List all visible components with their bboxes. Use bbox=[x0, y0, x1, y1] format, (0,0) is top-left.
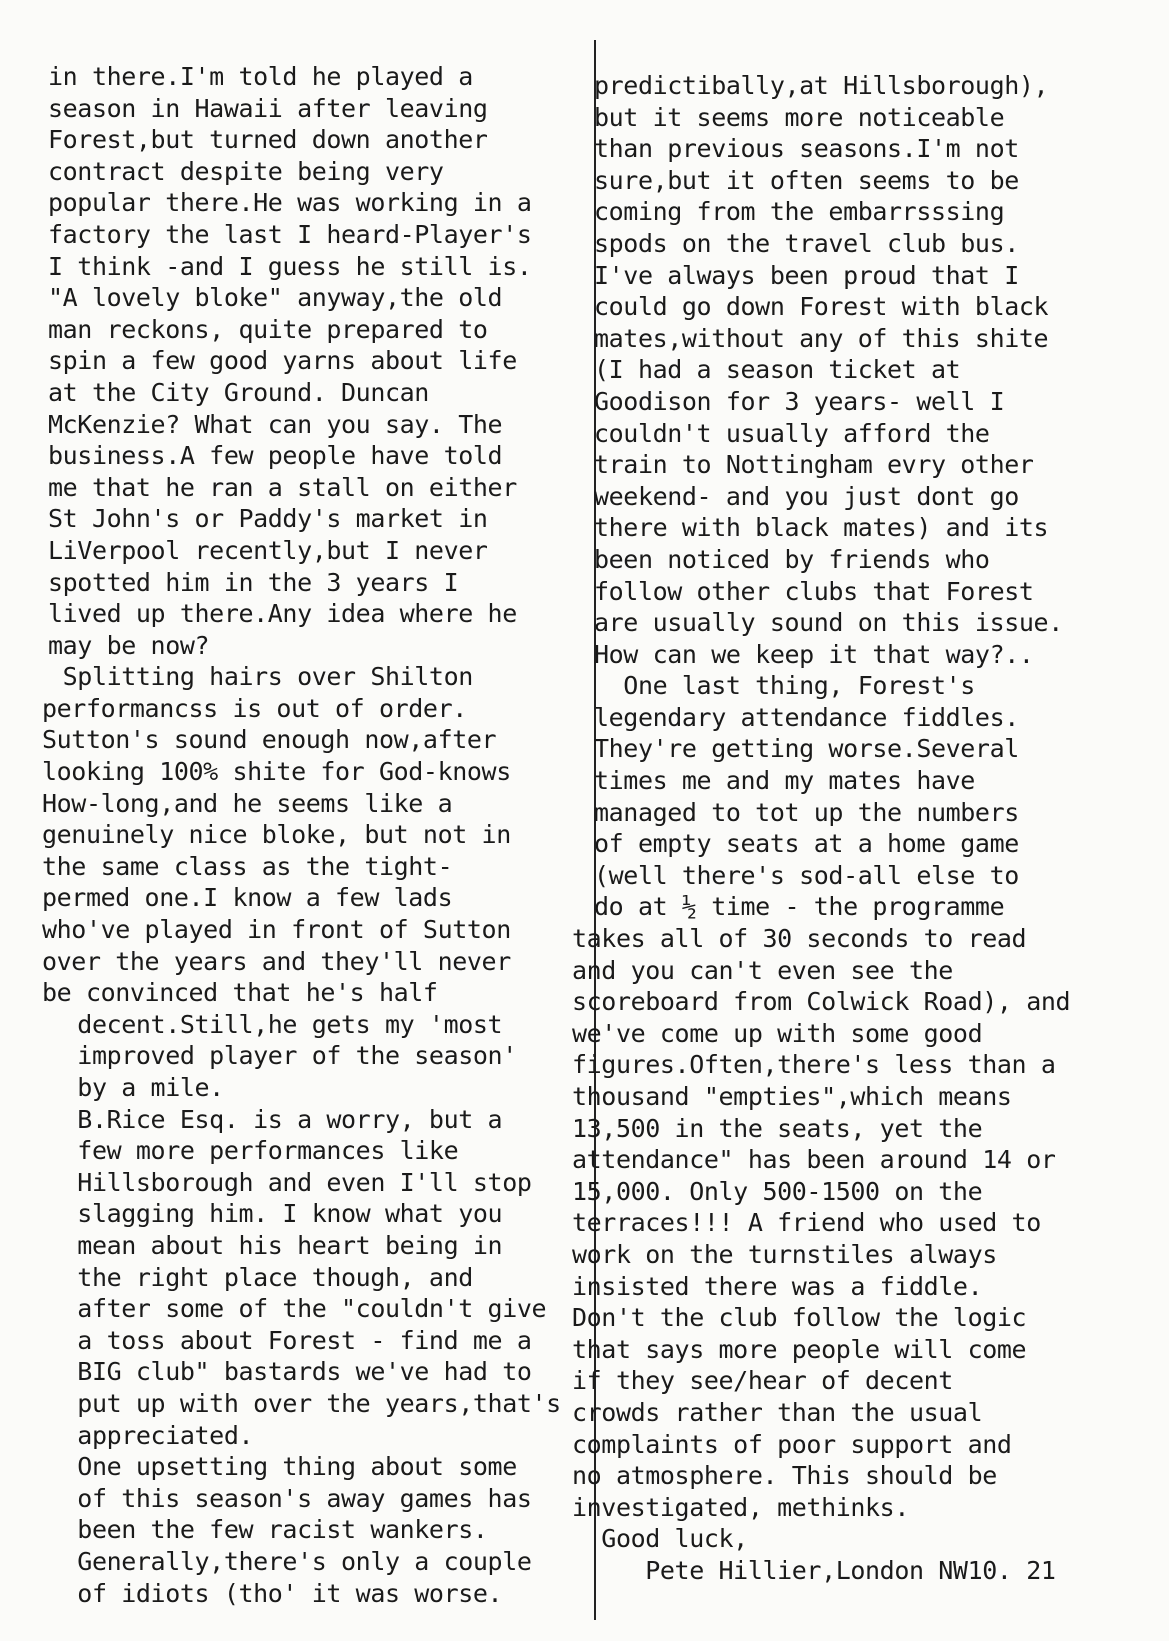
text-line: "A lovely bloke" anyway,the old bbox=[48, 283, 503, 313]
text-line: business.A few people have told bbox=[48, 441, 503, 471]
text-line: 13,500 in the seats, yet the bbox=[572, 1113, 983, 1143]
text-line: and you can't even see the bbox=[572, 955, 953, 985]
text-line: (I had a season ticket at bbox=[594, 355, 961, 385]
text-line: figures.Often,there's less than a bbox=[572, 1050, 1056, 1080]
text-line: but it seems more noticeable bbox=[594, 102, 1005, 132]
text-line: been noticed by friends who bbox=[594, 544, 990, 574]
text-line: if they see/hear of decent bbox=[572, 1366, 953, 1396]
left-column-text bbox=[42, 61, 588, 1609]
text-line: at the City Ground. Duncan bbox=[48, 377, 429, 407]
text-line: complaints of poor support and bbox=[572, 1429, 1012, 1459]
text-line: BIG club" bastards we've had to bbox=[48, 1357, 532, 1387]
text-line: of this season's away games has bbox=[48, 1483, 532, 1513]
text-line: improved player of the season' bbox=[48, 1041, 517, 1071]
text-line: Splitting hairs over Shilton bbox=[48, 662, 473, 692]
text-line: man reckons, quite prepared to bbox=[48, 314, 488, 344]
text-line: predictibally,at Hillsborough), bbox=[594, 71, 1049, 100]
text-line: sure,but it often seems to be bbox=[594, 165, 1019, 195]
text-line: slagging him. I know what you bbox=[48, 1199, 503, 1229]
text-line: no atmosphere. This should be bbox=[572, 1461, 997, 1491]
text-line: been the few racist wankers. bbox=[48, 1515, 488, 1545]
text-line: appreciated. bbox=[48, 1420, 254, 1450]
text-line: spods on the travel club bus. bbox=[594, 228, 1019, 258]
text-line: Goodison for 3 years- well I bbox=[594, 386, 1005, 416]
text-line: Sutton's sound enough now,after bbox=[42, 725, 497, 755]
text-line: They're getting worse.Several bbox=[594, 734, 1019, 764]
text-line: crowds rather than the usual bbox=[572, 1397, 983, 1427]
text-line: spotted him in the 3 years I bbox=[48, 567, 459, 597]
text-line: weekend- and you just dont go bbox=[594, 481, 1019, 511]
text-line: Forest,but turned down another bbox=[48, 125, 488, 155]
text-line: Good luck, bbox=[572, 1524, 748, 1554]
text-line: thousand "empties",which means bbox=[572, 1082, 1012, 1111]
text-line: I think -and I guess he still is. bbox=[48, 251, 532, 281]
text-line: spin a few good yarns about life bbox=[48, 346, 517, 376]
text-line: managed to tot up the numbers bbox=[594, 797, 1019, 827]
text-line: work on the turnstiles always bbox=[572, 1239, 997, 1269]
text-line: are usually sound on this issue. bbox=[594, 608, 1063, 638]
text-line: decent.Still,he gets my 'most bbox=[48, 1009, 503, 1039]
text-line: the right place though, and bbox=[48, 1262, 473, 1292]
text-line: Pete Hillier,London NW10. 21 bbox=[572, 1555, 1056, 1585]
text-line: put up with over the years,that's bbox=[48, 1388, 561, 1418]
text-line: may be now? bbox=[48, 630, 210, 660]
text-line: mean about his heart being in bbox=[48, 1230, 503, 1260]
text-line: lived up there.Any idea where he bbox=[48, 599, 517, 629]
right-column-text bbox=[572, 70, 1154, 1587]
text-line: the same class as the tight- bbox=[42, 851, 453, 881]
text-line: (well there's sod-all else to bbox=[594, 860, 1019, 890]
text-line: Generally,there's only a couple bbox=[48, 1546, 532, 1576]
text-line: over the years and they'll never bbox=[42, 946, 511, 976]
text-line: season in Hawaii after leaving bbox=[48, 93, 488, 123]
text-line: there with black mates) and its bbox=[594, 513, 1049, 543]
text-line: performancss is out of order. bbox=[42, 693, 467, 723]
text-line: looking 100% shite for God-knows bbox=[42, 757, 511, 787]
text-line: attendance" has been around 14 or bbox=[572, 1145, 1056, 1175]
text-line: Don't the club follow the logic bbox=[572, 1303, 1027, 1333]
text-line: scoreboard from Colwick Road), and bbox=[572, 987, 1071, 1017]
text-line: mates,without any of this shite bbox=[594, 323, 1049, 353]
text-line: B.Rice Esq. is a worry, but a bbox=[48, 1104, 503, 1134]
text-line: How can we keep it that way?.. bbox=[594, 639, 1034, 669]
text-line: investigated, methinks. bbox=[572, 1492, 909, 1522]
text-line: be convinced that he's half bbox=[42, 978, 438, 1008]
text-line: terraces!!! A friend who used to bbox=[572, 1208, 1041, 1238]
text-line: legendary attendance fiddles. bbox=[594, 702, 1019, 732]
text-line: insisted there was a fiddle. bbox=[572, 1271, 983, 1301]
text-line: St John's or Paddy's market in bbox=[48, 504, 488, 534]
text-line: that says more people will come bbox=[572, 1334, 1027, 1364]
text-line: permed one.I know a few lads bbox=[42, 883, 453, 913]
text-line: couldn't usually afford the bbox=[594, 418, 990, 448]
text-line: in there.I'm told he played a bbox=[48, 62, 473, 91]
text-line: of empty seats at a home game bbox=[594, 829, 1019, 859]
text-line: factory the last I heard-Player's bbox=[48, 219, 532, 249]
text-line: follow other clubs that Forest bbox=[594, 576, 1034, 606]
text-line: I've always been proud that I bbox=[594, 260, 1019, 290]
text-line: takes all of 30 seconds to read bbox=[572, 924, 1027, 954]
text-line: by a mile. bbox=[48, 1073, 224, 1102]
text-line: coming from the embarrsssing bbox=[594, 197, 1005, 227]
text-line: How-long,and he seems like a bbox=[42, 788, 453, 818]
text-line: do at ½ time - the programme bbox=[594, 892, 1005, 922]
text-line: we've come up with some good bbox=[572, 1018, 983, 1048]
text-line: who've played in front of Sutton bbox=[42, 915, 511, 945]
text-line: McKenzie? What can you say. The bbox=[48, 409, 503, 439]
text-line: One last thing, Forest's bbox=[594, 671, 975, 701]
text-line: train to Nottingham evry other bbox=[594, 450, 1034, 480]
text-line: contract despite being very bbox=[48, 156, 444, 186]
text-line: me that he ran a stall on either bbox=[48, 472, 517, 502]
text-line: of idiots (tho' it was worse. bbox=[48, 1578, 503, 1608]
text-line: One upsetting thing about some bbox=[48, 1452, 517, 1482]
text-line: Hillsborough and even I'll stop bbox=[48, 1167, 532, 1197]
text-line: after some of the "couldn't give bbox=[48, 1294, 547, 1324]
text-line: times me and my mates have bbox=[594, 766, 975, 796]
text-line: few more performances like bbox=[48, 1136, 459, 1166]
text-line: a toss about Forest - find me a bbox=[48, 1325, 532, 1355]
text-line: LiVerpool recently,but I never bbox=[48, 535, 488, 565]
text-line: popular there.He was working in a bbox=[48, 188, 532, 218]
text-line: could go down Forest with black bbox=[594, 292, 1049, 322]
text-line: than previous seasons.I'm not bbox=[594, 134, 1019, 164]
text-line: 15,000. Only 500-1500 on the bbox=[572, 1176, 983, 1206]
text-line: genuinely nice bloke, but not in bbox=[42, 820, 511, 850]
